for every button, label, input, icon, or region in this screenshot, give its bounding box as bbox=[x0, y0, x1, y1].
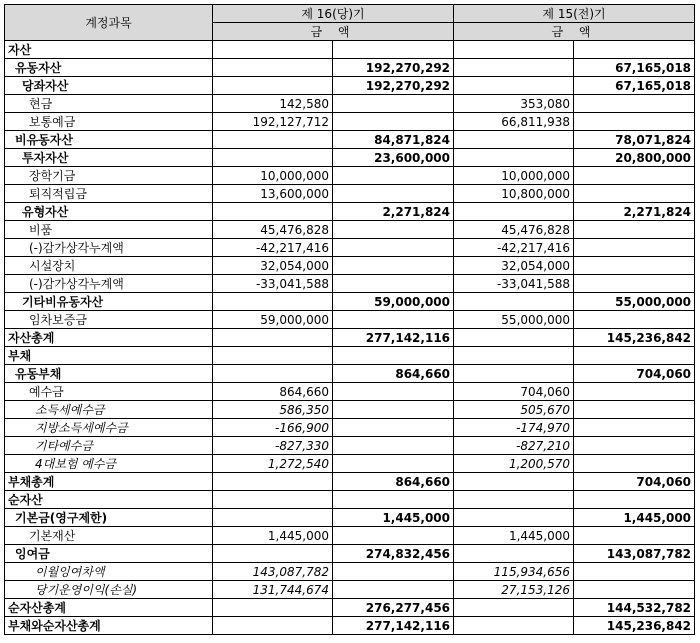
prior-subtotal-amount: 67,165,018 bbox=[574, 77, 695, 95]
table-row bbox=[5, 311, 695, 329]
prior-detail-amount: -42,217,416 bbox=[454, 239, 574, 257]
current-amount-header: 금 액 bbox=[213, 23, 454, 41]
table-row bbox=[5, 329, 695, 347]
prior-detail-amount bbox=[454, 599, 574, 617]
current-subtotal-amount bbox=[333, 455, 454, 473]
current-detail-amount bbox=[213, 545, 333, 563]
prior-detail-amount bbox=[454, 617, 574, 635]
account-name-cell: 소득세예수금 bbox=[5, 401, 213, 419]
current-detail-amount: -166,900 bbox=[213, 419, 333, 437]
current-subtotal-amount bbox=[333, 167, 454, 185]
current-subtotal-amount: 276,277,456 bbox=[333, 599, 454, 617]
current-detail-amount: 142,580 bbox=[213, 95, 333, 113]
current-subtotal-amount: 23,600,000 bbox=[333, 149, 454, 167]
current-subtotal-amount: 192,270,292 bbox=[333, 77, 454, 95]
current-subtotal-amount bbox=[333, 113, 454, 131]
prior-subtotal-amount: 145,236,842 bbox=[574, 617, 695, 635]
table-row bbox=[5, 473, 695, 491]
table-row bbox=[5, 167, 695, 185]
account-name-cell: 기타예수금 bbox=[5, 437, 213, 455]
current-subtotal-amount: 59,000,000 bbox=[333, 293, 454, 311]
current-subtotal-amount bbox=[333, 221, 454, 239]
current-subtotal-amount: 2,271,824 bbox=[333, 203, 454, 221]
current-detail-amount: 1,445,000 bbox=[213, 527, 333, 545]
account-name-cell: 순자산 bbox=[5, 491, 213, 509]
account-name-cell: 퇴직적립금 bbox=[5, 185, 213, 203]
table-row bbox=[5, 221, 695, 239]
current-subtotal-amount bbox=[333, 347, 454, 365]
table-row bbox=[5, 365, 695, 383]
prior-detail-amount bbox=[454, 545, 574, 563]
prior-subtotal-amount bbox=[574, 383, 695, 401]
prior-subtotal-amount bbox=[574, 185, 695, 203]
current-subtotal-amount bbox=[333, 437, 454, 455]
current-subtotal-amount: 84,871,824 bbox=[333, 131, 454, 149]
table-row bbox=[5, 257, 695, 275]
prior-subtotal-amount bbox=[574, 581, 695, 599]
account-name-cell: 부채 bbox=[5, 347, 213, 365]
account-name-cell: 기본재산 bbox=[5, 527, 213, 545]
account-name-cell: 보통예금 bbox=[5, 113, 213, 131]
current-subtotal-amount bbox=[333, 275, 454, 293]
current-detail-amount: 864,660 bbox=[213, 383, 333, 401]
current-detail-amount: -42,217,416 bbox=[213, 239, 333, 257]
account-name-cell: 투자자산 bbox=[5, 149, 213, 167]
current-subtotal-amount bbox=[333, 527, 454, 545]
current-subtotal-amount bbox=[333, 239, 454, 257]
prior-detail-amount: 353,080 bbox=[454, 95, 574, 113]
current-detail-amount: 59,000,000 bbox=[213, 311, 333, 329]
current-detail-amount bbox=[213, 131, 333, 149]
prior-subtotal-amount bbox=[574, 347, 695, 365]
account-name-cell: 당좌자산 bbox=[5, 77, 213, 95]
prior-subtotal-amount bbox=[574, 113, 695, 131]
table-row bbox=[5, 509, 695, 527]
current-detail-amount bbox=[213, 329, 333, 347]
prior-subtotal-amount: 704,060 bbox=[574, 365, 695, 383]
table-row bbox=[5, 131, 695, 149]
account-name-cell: 기본금(영구제한) bbox=[5, 509, 213, 527]
account-name-cell: 잉여금 bbox=[5, 545, 213, 563]
table-row bbox=[5, 419, 695, 437]
table-row bbox=[5, 293, 695, 311]
current-detail-amount bbox=[213, 473, 333, 491]
table-row bbox=[5, 563, 695, 581]
current-detail-amount bbox=[213, 365, 333, 383]
prior-detail-amount: 32,054,000 bbox=[454, 257, 574, 275]
account-name-cell: 비유동자산 bbox=[5, 131, 213, 149]
account-name-cell: (-)감가상각누계액 bbox=[5, 239, 213, 257]
prior-detail-amount bbox=[454, 509, 574, 527]
prior-detail-amount: 10,800,000 bbox=[454, 185, 574, 203]
prior-subtotal-amount bbox=[574, 239, 695, 257]
prior-detail-amount bbox=[454, 365, 574, 383]
account-name-cell: 기타비유동자산 bbox=[5, 293, 213, 311]
current-subtotal-amount bbox=[333, 401, 454, 419]
prior-subtotal-amount bbox=[574, 437, 695, 455]
prior-detail-amount: -33,041,588 bbox=[454, 275, 574, 293]
prior-subtotal-amount bbox=[574, 257, 695, 275]
prior-subtotal-amount bbox=[574, 95, 695, 113]
current-subtotal-amount bbox=[333, 257, 454, 275]
current-subtotal-amount bbox=[333, 185, 454, 203]
prior-subtotal-amount: 78,071,824 bbox=[574, 131, 695, 149]
current-detail-amount bbox=[213, 347, 333, 365]
prior-period-header: 제 15(전)기 bbox=[454, 5, 695, 23]
table-row bbox=[5, 383, 695, 401]
prior-detail-amount bbox=[454, 329, 574, 347]
prior-subtotal-amount bbox=[574, 455, 695, 473]
prior-subtotal-amount: 704,060 bbox=[574, 473, 695, 491]
current-subtotal-amount bbox=[333, 563, 454, 581]
prior-subtotal-amount bbox=[574, 221, 695, 239]
current-detail-amount: 45,476,828 bbox=[213, 221, 333, 239]
prior-subtotal-amount: 1,445,000 bbox=[574, 509, 695, 527]
table-row bbox=[5, 149, 695, 167]
prior-detail-amount: 505,670 bbox=[454, 401, 574, 419]
table-row bbox=[5, 491, 695, 509]
current-detail-amount bbox=[213, 203, 333, 221]
account-name-cell: 장학기금 bbox=[5, 167, 213, 185]
prior-subtotal-amount bbox=[574, 167, 695, 185]
prior-subtotal-amount: 55,000,000 bbox=[574, 293, 695, 311]
prior-detail-amount: -174,970 bbox=[454, 419, 574, 437]
account-name-cell: 유동부채 bbox=[5, 365, 213, 383]
table-row bbox=[5, 113, 695, 131]
current-detail-amount bbox=[213, 599, 333, 617]
table-row bbox=[5, 581, 695, 599]
account-name-cell: 자산 bbox=[5, 41, 213, 59]
account-name-cell: 유동자산 bbox=[5, 59, 213, 77]
account-name-cell: 순자산총계 bbox=[5, 599, 213, 617]
prior-detail-amount: 10,000,000 bbox=[454, 167, 574, 185]
prior-detail-amount bbox=[454, 149, 574, 167]
prior-detail-amount: 55,000,000 bbox=[454, 311, 574, 329]
prior-amount-header: 금 액 bbox=[454, 23, 695, 41]
table-row bbox=[5, 401, 695, 419]
current-detail-amount: 192,127,712 bbox=[213, 113, 333, 131]
prior-detail-amount bbox=[454, 347, 574, 365]
current-detail-amount: 143,087,782 bbox=[213, 563, 333, 581]
table-row bbox=[5, 275, 695, 293]
prior-detail-amount bbox=[454, 41, 574, 59]
table-row bbox=[5, 185, 695, 203]
current-detail-amount bbox=[213, 617, 333, 635]
prior-subtotal-amount: 67,165,018 bbox=[574, 59, 695, 77]
prior-detail-amount bbox=[454, 293, 574, 311]
account-name-cell: 자산총계 bbox=[5, 329, 213, 347]
header-row-periods bbox=[5, 5, 695, 23]
prior-detail-amount: 1,200,570 bbox=[454, 455, 574, 473]
prior-detail-amount: 66,811,938 bbox=[454, 113, 574, 131]
prior-subtotal-amount bbox=[574, 491, 695, 509]
account-name-cell: 지방소득세예수금 bbox=[5, 419, 213, 437]
table-row bbox=[5, 527, 695, 545]
table-row bbox=[5, 617, 695, 635]
current-subtotal-amount bbox=[333, 419, 454, 437]
prior-detail-amount bbox=[454, 203, 574, 221]
current-subtotal-amount bbox=[333, 491, 454, 509]
current-detail-amount: 1,272,540 bbox=[213, 455, 333, 473]
prior-subtotal-amount: 144,532,782 bbox=[574, 599, 695, 617]
account-column-header: 계정과목 bbox=[5, 5, 213, 41]
prior-detail-amount bbox=[454, 473, 574, 491]
prior-subtotal-amount: 20,800,000 bbox=[574, 149, 695, 167]
prior-subtotal-amount: 2,271,824 bbox=[574, 203, 695, 221]
current-detail-amount: 13,600,000 bbox=[213, 185, 333, 203]
account-name-cell: 부채와순자산총계 bbox=[5, 617, 213, 635]
prior-detail-amount: 45,476,828 bbox=[454, 221, 574, 239]
current-detail-amount: -33,041,588 bbox=[213, 275, 333, 293]
current-detail-amount: 32,054,000 bbox=[213, 257, 333, 275]
account-name-cell: 당기운영이익(손실) bbox=[5, 581, 213, 599]
balance-sheet-table bbox=[4, 4, 695, 635]
current-subtotal-amount bbox=[333, 311, 454, 329]
current-detail-amount: -827,330 bbox=[213, 437, 333, 455]
table-row bbox=[5, 455, 695, 473]
account-name-cell: 현금 bbox=[5, 95, 213, 113]
account-name-cell: 이월잉여차액 bbox=[5, 563, 213, 581]
account-name-cell: 비품 bbox=[5, 221, 213, 239]
prior-detail-amount: 1,445,000 bbox=[454, 527, 574, 545]
table-row bbox=[5, 59, 695, 77]
prior-subtotal-amount bbox=[574, 41, 695, 59]
table-row bbox=[5, 545, 695, 563]
current-detail-amount bbox=[213, 149, 333, 167]
prior-detail-amount: 704,060 bbox=[454, 383, 574, 401]
prior-subtotal-amount bbox=[574, 563, 695, 581]
table-row bbox=[5, 437, 695, 455]
account-name-cell: 4대보험 예수금 bbox=[5, 455, 213, 473]
prior-subtotal-amount bbox=[574, 275, 695, 293]
table-row bbox=[5, 95, 695, 113]
current-subtotal-amount: 192,270,292 bbox=[333, 59, 454, 77]
current-subtotal-amount: 274,832,456 bbox=[333, 545, 454, 563]
current-detail-amount bbox=[213, 77, 333, 95]
current-subtotal-amount: 277,142,116 bbox=[333, 329, 454, 347]
account-name-cell: 부채총계 bbox=[5, 473, 213, 491]
account-name-cell: 유형자산 bbox=[5, 203, 213, 221]
current-period-header: 제 16(당)기 bbox=[213, 5, 454, 23]
prior-subtotal-amount: 143,087,782 bbox=[574, 545, 695, 563]
table-row bbox=[5, 347, 695, 365]
prior-subtotal-amount bbox=[574, 311, 695, 329]
current-detail-amount bbox=[213, 41, 333, 59]
current-detail-amount: 131,744,674 bbox=[213, 581, 333, 599]
prior-detail-amount: -827,210 bbox=[454, 437, 574, 455]
prior-detail-amount: 115,934,656 bbox=[454, 563, 574, 581]
account-name-cell: 임차보증금 bbox=[5, 311, 213, 329]
account-name-cell: 예수금 bbox=[5, 383, 213, 401]
current-subtotal-amount: 864,660 bbox=[333, 365, 454, 383]
current-detail-amount bbox=[213, 509, 333, 527]
prior-subtotal-amount bbox=[574, 401, 695, 419]
current-subtotal-amount: 1,445,000 bbox=[333, 509, 454, 527]
current-subtotal-amount: 864,660 bbox=[333, 473, 454, 491]
current-subtotal-amount bbox=[333, 41, 454, 59]
current-subtotal-amount bbox=[333, 95, 454, 113]
table-row bbox=[5, 239, 695, 257]
table-row bbox=[5, 41, 695, 59]
prior-detail-amount bbox=[454, 131, 574, 149]
current-detail-amount bbox=[213, 491, 333, 509]
prior-subtotal-amount: 145,236,842 bbox=[574, 329, 695, 347]
prior-subtotal-amount bbox=[574, 419, 695, 437]
prior-subtotal-amount bbox=[574, 527, 695, 545]
current-detail-amount bbox=[213, 59, 333, 77]
prior-detail-amount bbox=[454, 491, 574, 509]
current-detail-amount: 10,000,000 bbox=[213, 167, 333, 185]
prior-detail-amount bbox=[454, 77, 574, 95]
current-subtotal-amount: 277,142,116 bbox=[333, 617, 454, 635]
current-detail-amount: 586,350 bbox=[213, 401, 333, 419]
current-detail-amount bbox=[213, 293, 333, 311]
current-subtotal-amount bbox=[333, 383, 454, 401]
table-row bbox=[5, 203, 695, 221]
prior-detail-amount bbox=[454, 59, 574, 77]
current-subtotal-amount bbox=[333, 581, 454, 599]
prior-detail-amount: 27,153,126 bbox=[454, 581, 574, 599]
account-name-cell: 시설장치 bbox=[5, 257, 213, 275]
table-row bbox=[5, 77, 695, 95]
account-name-cell: (-)감가상각누계액 bbox=[5, 275, 213, 293]
table-row bbox=[5, 599, 695, 617]
